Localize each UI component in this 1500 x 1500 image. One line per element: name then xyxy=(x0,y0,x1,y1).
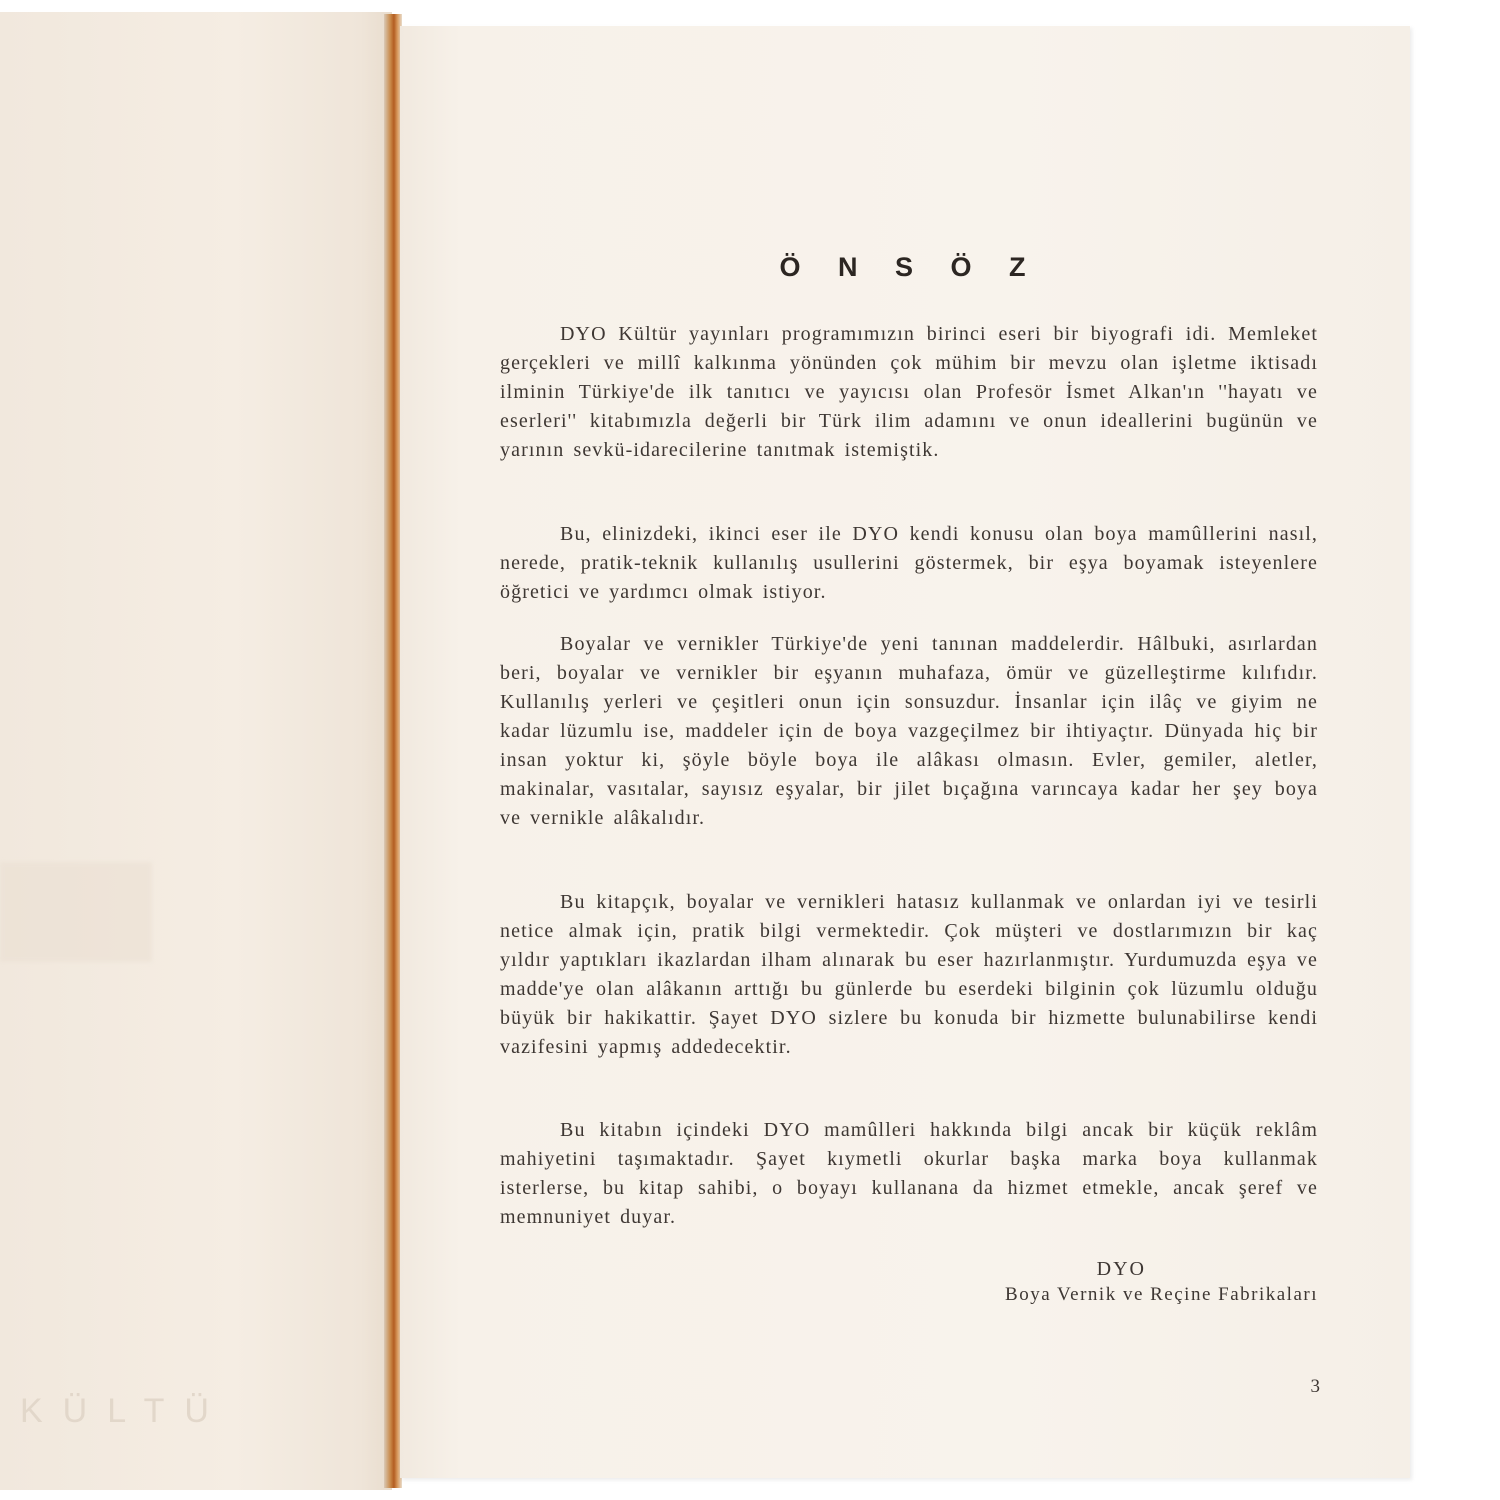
paragraph-4: Bu kitapçık, boyalar ve vernikleri hatasız kullanmak ve onlardan iyi ve tesirli netice almak için, pratik bilgi vermektedir. Çok müşteri ve dostlarımızın bir kaç yıldır yaptıkları ikazlardan ilham alınarak bu eser hazırlanmıştır. Yurdumuzda eşya ve madde'ye olan alâkanın arttığı bu günlerde bu eserdeki bilginin çok lüzumlu olduğu büyük bir hakikattir. Şayet DYO sizlere bu konuda bir hizmette bulunabilirse kendi vazifesini yapmış addedecektir. xyxy=(500,891,1318,1058)
paragraph-3: Boyalar ve vernikler Türkiye'de yeni tanınan maddelerdir. Hâlbuki, asırlardan beri, boyalar ve vernikler bir eşyanın muhafaza, ömür ve güzelleştirme kılıfıdır. Kullanılış yerleri ve çeşitleri onun için sonsuzdur. İnsanlar için ilâç ve giyim ne kadar lüzumlu ise, maddeler için de boya vazgeçilmez bir ihtiyaçtır. Dünyada hiç bir insan yoktur ki, şöyle böyle boya ile alâkası olmasın. Evler, gemiler, aletler, makinalar, vasıtalar, sayısız eşyalar, bir jilet bıçağına varıncaya kadar her şey boya ve vernikle alâkalıdır. xyxy=(500,633,1318,829)
page-number: 3 xyxy=(1310,1376,1320,1397)
show-through-graphic xyxy=(0,862,152,962)
paragraph-5: Bu kitabın içindeki DYO mamûlleri hakkında bilgi ancak bir küçük reklâm mahiyetini taşımaktadır. Şayet kıymetli okurlar başka marka boya kullanmak isterlerse, bu kitap sahibi, o boyayı kullanana da hizmet etmekle, ancak şeref ve memnuniyet duyar. xyxy=(500,1119,1318,1228)
left-cover-page xyxy=(0,12,392,1490)
signature-organization: DYO xyxy=(1096,1258,1146,1280)
show-through-text: KÜLTÜ xyxy=(20,1392,229,1430)
signature-subtitle: Boya Vernik ve Reçine Fabrikaları xyxy=(1005,1284,1318,1305)
paragraph-1: DYO Kültür yayınları programımızın birinci eseri bir biyografi idi. Memleket gerçekleri ve millî kalkınma yönünden çok mühim bir mevzu olan işletme iktisadı ilminin Türkiye'de ilk tanıtıcı ve yayıcısı olan Profesör İsmet Alkan'ın ''hayatı ve eserleri'' kitabımızla değerli bir Türk ilim adamını ve onun ideallerini bugünün ve yarının sevkü-idarecilerine tanıtmak istemiştik. xyxy=(500,323,1318,461)
right-page xyxy=(400,26,1410,1478)
paragraph-2: Bu, elinizdeki, ikinci eser ile DYO kendi konusu olan boya mamûllerini nasıl, nerede, pratik-teknik kullanılış usullerini göstermek, bir eşya boyamak isteyenlere öğretici ve yardımcı olmak istiyor. xyxy=(500,523,1318,603)
page-title: Ö N S Ö Z xyxy=(779,252,1041,282)
